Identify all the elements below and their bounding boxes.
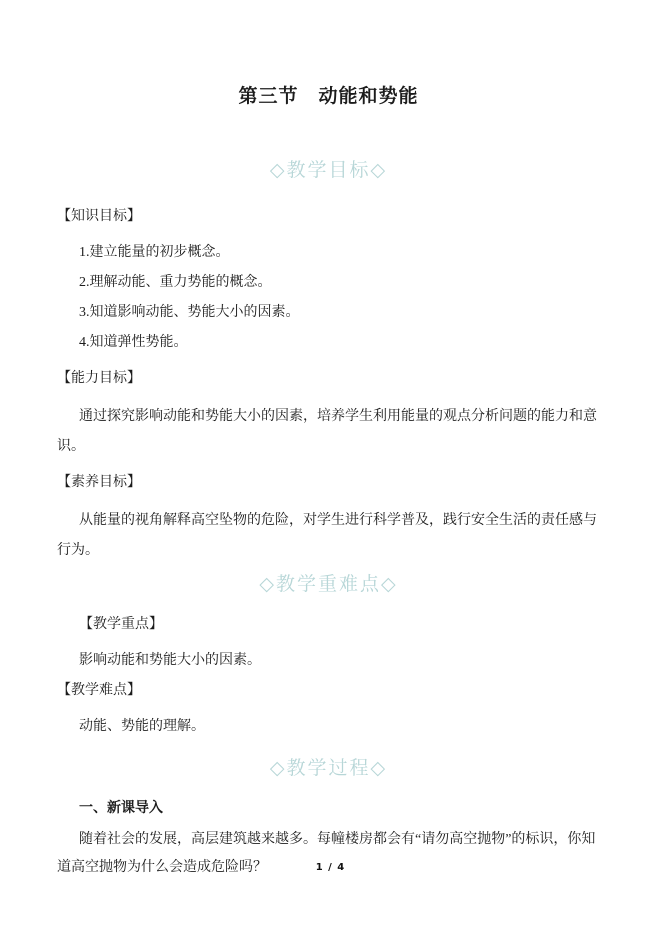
literacy-goal-label: 【素养目标】: [57, 475, 141, 490]
knowledge-goal-item: 2.理解动能、重力势能的概念。: [79, 275, 272, 290]
ability-goal-label: 【能力目标】: [57, 371, 141, 386]
teaching-focus-text: 影响动能和势能大小的因素。: [79, 653, 261, 668]
section-heading-teaching-goals: ◇教学目标◇: [269, 160, 388, 181]
teaching-difficulty-text: 动能、势能的理解。: [79, 719, 205, 734]
teaching-focus-label: 【教学重点】: [79, 617, 163, 632]
lesson-intro-heading: 一、新课导入: [79, 801, 163, 816]
ability-goal-text: 通过探究影响动能和势能大小的因素，培养学生利用能量的观点分析问题的能力和意识。: [57, 409, 597, 454]
section-heading-teaching-process: ◇教学过程◇: [269, 758, 388, 779]
knowledge-goal-item: 3.知道影响动能、势能大小的因素。: [79, 305, 300, 320]
lesson-intro-text: 随着社会的发展，高层建筑越来越多。每幢楼房都会有“请勿高空抛物”的标识，你知道高空抛物为什么会造成危险吗？: [57, 832, 596, 875]
page-number-indicator: 1 / 4: [315, 862, 346, 873]
teaching-difficulty-label: 【教学难点】: [57, 683, 141, 698]
document-title: 第三节 动能和势能: [238, 86, 419, 107]
knowledge-goal-item: 1.建立能量的初步概念。: [79, 245, 230, 260]
literacy-goal-text: 从能量的视角解释高空坠物的危险，对学生进行科学普及，践行安全生活的责任感与行为。: [57, 513, 597, 558]
knowledge-goal-label: 【知识目标】: [57, 209, 141, 224]
knowledge-goal-item: 4.知道弹性势能。: [79, 335, 188, 350]
section-heading-key-points: ◇教学重难点◇: [259, 574, 398, 595]
